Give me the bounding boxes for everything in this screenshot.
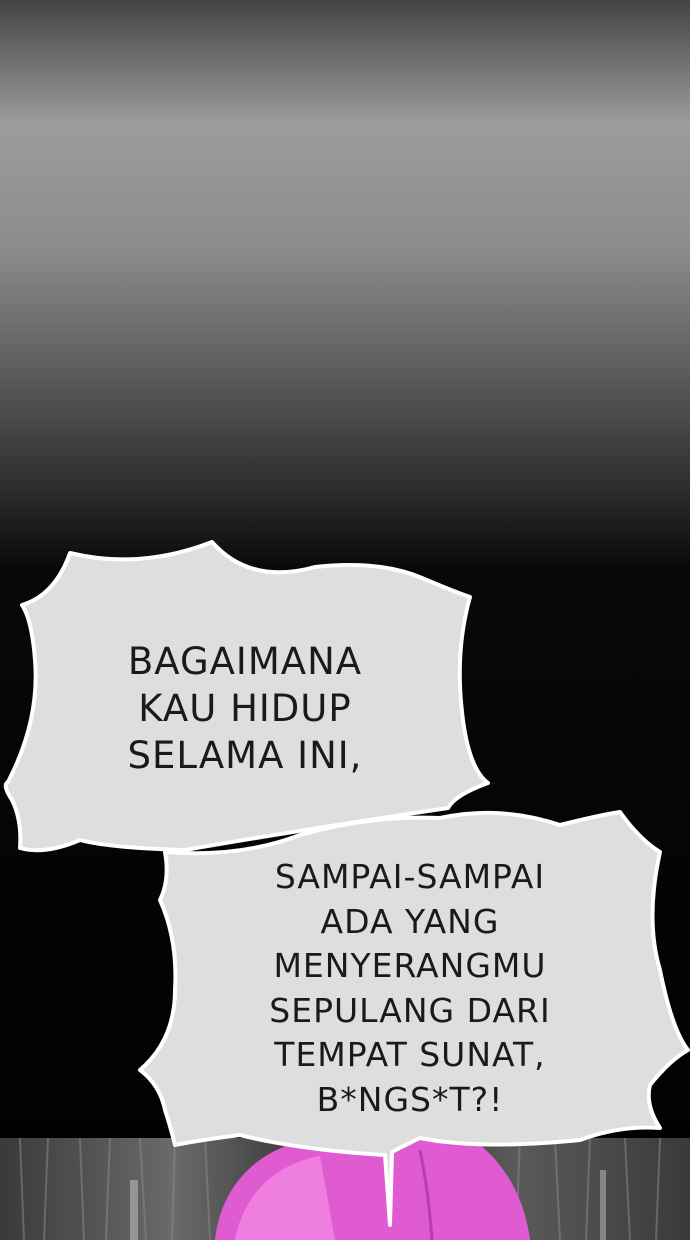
dialogue-line: MENYERANGMU bbox=[273, 946, 547, 985]
speech-bubble-1-text bbox=[100, 638, 390, 779]
dialogue-line: KAU HIDUP bbox=[138, 687, 352, 730]
dialogue-line: BAGAIMANA bbox=[127, 640, 363, 683]
dialogue-line: SEPULANG DARI bbox=[269, 990, 551, 1030]
dialogue-line: SAMPAI-SAMPAI bbox=[274, 857, 546, 896]
speech-bubble-2-text bbox=[250, 855, 570, 1122]
dialogue-line: TEMPAT SUNAT, bbox=[274, 1035, 546, 1074]
dialogue-line: ADA YANG bbox=[320, 901, 500, 941]
dialogue-line: B*NGS*T?! bbox=[316, 1079, 504, 1119]
dialogue-line: SELAMA INI, bbox=[127, 734, 363, 777]
